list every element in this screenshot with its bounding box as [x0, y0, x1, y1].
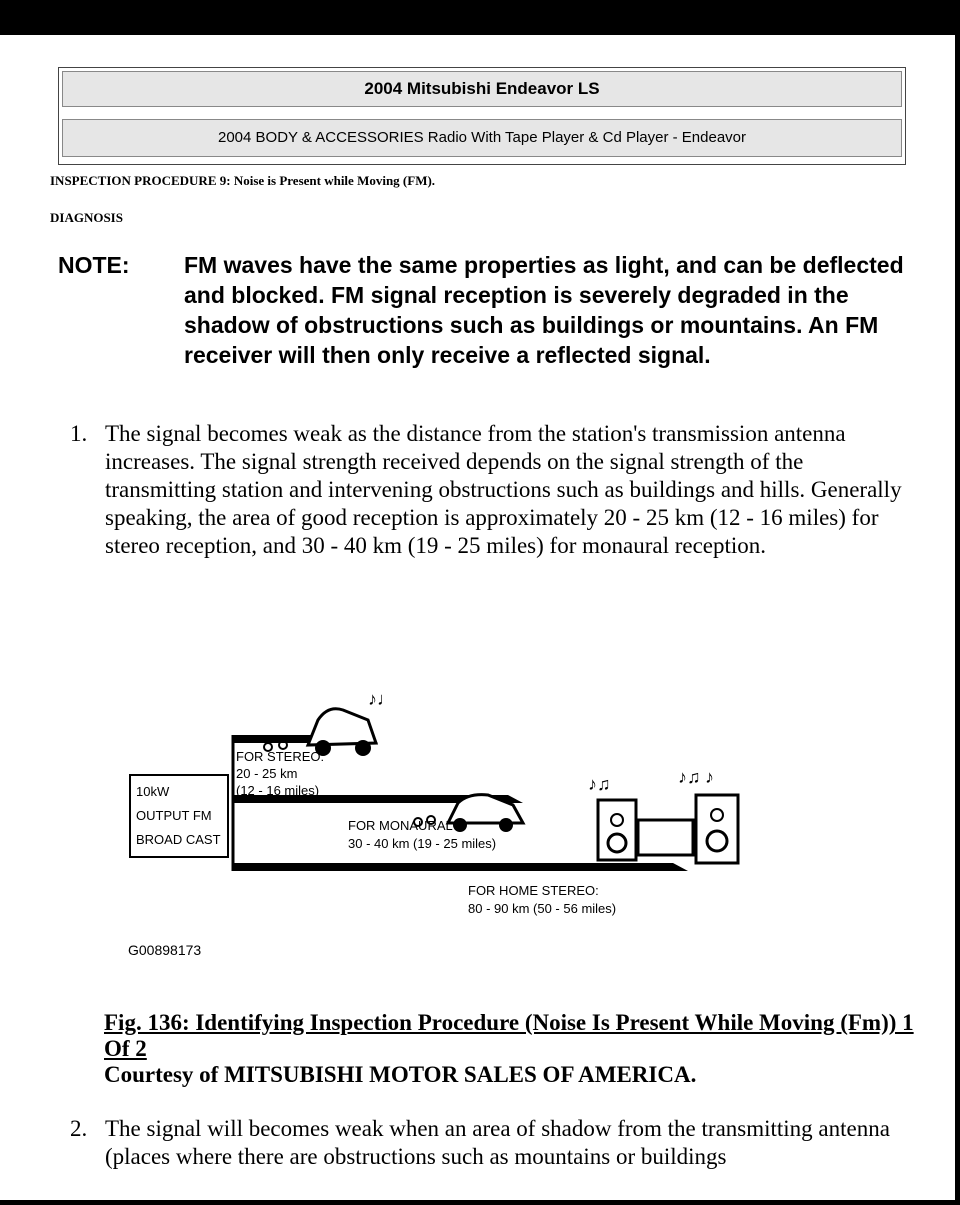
car-stereo-icon: [264, 689, 395, 756]
home-stereo-icon: [588, 767, 738, 863]
svg-text:♪♫: ♪♫: [588, 774, 611, 794]
stereo-label-line3: (12 - 16 miles): [236, 783, 320, 798]
caption-credit: Courtesy of MITSUBISHI MOTOR SALES OF AMERICA.: [104, 1062, 697, 1087]
list-item-text: The signal becomes weak as the distance from the station's transmission antenna increases. The signal strength received depends on the signal strength of the transmitting station and intervening obstructions such as buildings and hills. Generally speaking, the area of good reception is approximately 20 - 25 km (12 - 16 miles) for stereo reception, and 30 - 40 km (19 - 25 miles) for monaural reception.: [105, 421, 902, 558]
list-item-text: The signal will becomes weak when an area of shadow from the transmitting antenna (places where there are obstructions such as mountains or buildings: [105, 1116, 890, 1169]
figure-code: G00898173: [128, 942, 202, 958]
list-item-number: 1.: [70, 421, 88, 446]
manual-page: [0, 35, 955, 1200]
svg-text:♪♫ ♪: ♪♫ ♪: [678, 767, 714, 787]
monaural-label-line2: 30 - 40 km (19 - 25 miles): [348, 836, 497, 851]
procedure-title: INSPECTION PROCEDURE 9: Noise is Present while Moving (FM).: [50, 173, 436, 188]
stereo-label-line2: 20 - 25 km: [236, 766, 298, 781]
section-heading: DIAGNOSIS: [50, 210, 123, 225]
stereo-label-line1: FOR STEREO:: [236, 749, 325, 764]
station-label-line3: BROAD CAST: [136, 832, 221, 847]
monaural-label-line1: FOR MONAURAL: [348, 818, 453, 833]
station-label-line1: 10kW: [136, 784, 170, 799]
reception-range-illustration: [128, 665, 748, 995]
caption-title[interactable]: Fig. 136: Identifying Inspection Procedure (Noise Is Present While Moving (Fm)) 1 Of 2: [104, 1010, 914, 1061]
note-label: NOTE:: [58, 252, 130, 278]
header-subtitle: 2004 BODY & ACCESSORIES Radio With Tape Player & Cd Player - Endeavor: [62, 119, 902, 157]
figure-caption: [104, 1010, 914, 1088]
station-label-line2: OUTPUT FM: [136, 808, 212, 823]
header-title: 2004 Mitsubishi Endeavor LS: [62, 71, 902, 107]
note-text: FM waves have the same properties as light, and can be deflected and blocked. FM signal reception is severely degraded in the shadow of obstructions such as buildings or mountains. An FM receiver will then only receive a reflected signal.: [184, 252, 904, 368]
list-item-number: 2.: [70, 1116, 88, 1141]
home-label-line1: FOR HOME STEREO:: [468, 883, 599, 898]
svg-text:♪♩: ♪♩: [368, 689, 395, 709]
page-header: [58, 67, 906, 165]
home-label-line2: 80 - 90 km (50 - 56 miles): [468, 901, 617, 916]
